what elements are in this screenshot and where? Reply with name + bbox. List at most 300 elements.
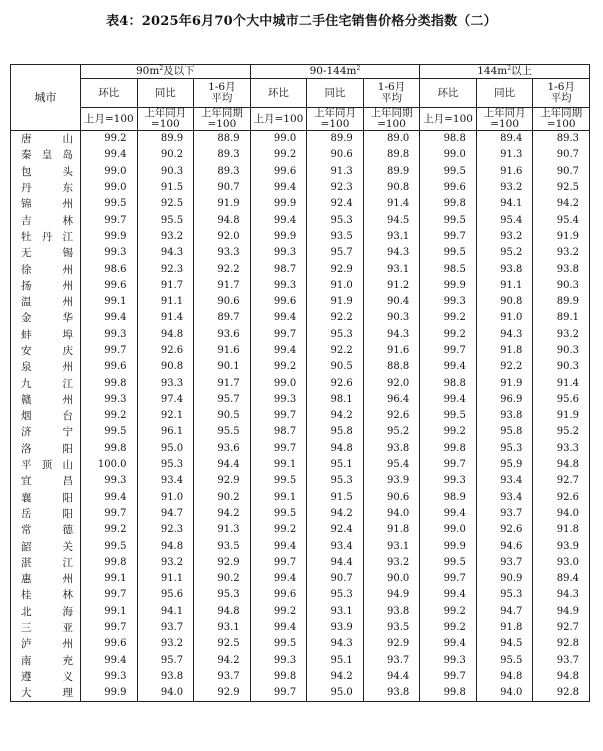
index-value: 99.2 (250, 604, 307, 620)
index-value: 99.4 (420, 359, 477, 375)
table-row (11, 245, 590, 261)
index-value: 99.5 (420, 164, 477, 180)
index-value: 93.7 (137, 620, 194, 636)
table-row (11, 164, 590, 180)
index-value: 92.0 (363, 375, 420, 391)
index-value: 94.4 (307, 555, 364, 571)
index-value: 95.7 (137, 653, 194, 669)
index-value: 99.4 (420, 506, 477, 522)
index-value: 99.9 (420, 278, 477, 294)
index-value: 90.3 (533, 343, 590, 359)
index-value: 92.0 (194, 229, 251, 245)
index-value: 99.2 (81, 522, 138, 538)
index-value: 89.4 (476, 131, 533, 148)
index-value: 90.7 (194, 180, 251, 196)
index-value: 91.6 (363, 343, 420, 359)
index-value: 93.3 (194, 245, 251, 261)
index-value: 95.0 (307, 685, 364, 702)
index-value: 91.4 (363, 196, 420, 212)
index-value: 91.0 (476, 310, 533, 326)
index-value: 93.5 (307, 229, 364, 245)
index-value: 90.6 (363, 490, 420, 506)
index-value: 89.9 (363, 164, 420, 180)
index-value: 91.8 (533, 522, 590, 538)
index-value: 99.4 (250, 212, 307, 228)
index-value: 99.7 (250, 408, 307, 424)
index-value: 99.3 (81, 327, 138, 343)
index-value: 94.4 (363, 669, 420, 685)
index-value: 95.3 (307, 473, 364, 489)
index-value: 90.7 (533, 164, 590, 180)
index-value: 95.2 (533, 424, 590, 440)
index-value: 91.5 (137, 180, 194, 196)
index-value: 94.2 (194, 653, 251, 669)
index-value: 92.6 (363, 408, 420, 424)
index-value: 95.0 (137, 441, 194, 457)
index-value: 90.9 (476, 571, 533, 587)
index-value: 99.3 (250, 278, 307, 294)
table-row (11, 424, 590, 440)
table-row (11, 685, 590, 702)
table-body (11, 131, 590, 702)
index-value: 99.7 (420, 457, 477, 473)
index-value: 91.8 (363, 522, 420, 538)
index-value: 90.3 (533, 359, 590, 375)
index-value: 91.0 (307, 278, 364, 294)
index-value: 88.9 (194, 131, 251, 148)
table-row (11, 604, 590, 620)
index-value: 91.9 (533, 408, 590, 424)
index-value: 98.6 (81, 261, 138, 277)
index-value: 92.4 (307, 522, 364, 538)
index-value: 92.9 (363, 636, 420, 652)
index-value: 93.3 (533, 441, 590, 457)
table-row (11, 669, 590, 685)
index-value: 91.7 (194, 278, 251, 294)
index-value: 91.4 (533, 375, 590, 391)
table-row (11, 538, 590, 554)
table-row (11, 147, 590, 163)
index-value: 99.4 (420, 636, 477, 652)
index-value: 94.2 (194, 506, 251, 522)
city-name: 北海 (11, 604, 81, 620)
city-name: 惠州 (11, 571, 81, 587)
city-name: 岳阳 (11, 506, 81, 522)
index-value: 99.1 (81, 294, 138, 310)
index-value: 99.3 (81, 245, 138, 261)
index-value: 99.2 (81, 131, 138, 148)
index-value: 90.0 (363, 571, 420, 587)
index-value: 91.6 (194, 343, 251, 359)
index-value: 95.1 (307, 653, 364, 669)
yoy-base-header: 上年同月 =100 (137, 108, 194, 131)
index-value: 93.5 (194, 538, 251, 554)
index-value: 99.2 (420, 327, 477, 343)
mom-base-header: 上月=100 (420, 108, 477, 131)
index-value: 95.2 (363, 424, 420, 440)
index-value: 93.6 (194, 441, 251, 457)
index-value: 97.4 (137, 392, 194, 408)
index-value: 99.8 (81, 555, 138, 571)
city-name: 韶关 (11, 538, 81, 554)
index-value: 91.7 (137, 278, 194, 294)
index-value: 95.2 (476, 245, 533, 261)
table-row (11, 653, 590, 669)
index-value: 99.7 (420, 571, 477, 587)
index-value: 99.7 (250, 685, 307, 702)
index-value: 91.9 (533, 229, 590, 245)
index-value: 93.9 (307, 620, 364, 636)
index-value: 89.0 (363, 131, 420, 148)
yoy-header: 同比 (137, 79, 194, 108)
index-value: 93.7 (194, 669, 251, 685)
index-value: 94.3 (363, 245, 420, 261)
city-name: 三亚 (11, 620, 81, 636)
group-header-small: $90m^2$及以下 (81, 65, 251, 79)
index-value: 93.5 (363, 620, 420, 636)
index-value: 95.4 (476, 212, 533, 228)
index-value: 99.7 (250, 441, 307, 457)
index-value: 93.7 (476, 506, 533, 522)
index-value: 99.8 (420, 685, 477, 702)
index-value: 99.9 (420, 538, 477, 554)
index-value: 92.3 (137, 261, 194, 277)
index-value: 94.8 (137, 327, 194, 343)
index-value: 89.3 (194, 147, 251, 163)
index-value: 93.6 (194, 327, 251, 343)
index-value: 99.2 (420, 310, 477, 326)
index-value: 99.5 (420, 212, 477, 228)
index-value: 89.9 (307, 131, 364, 148)
price-index-table (10, 64, 590, 702)
index-value: 99.3 (81, 392, 138, 408)
index-value: 99.8 (420, 196, 477, 212)
index-value: 99.0 (81, 164, 138, 180)
index-value: 99.4 (81, 310, 138, 326)
index-value: 92.9 (194, 685, 251, 702)
table-row (11, 343, 590, 359)
index-value: 93.8 (363, 685, 420, 702)
city-name: 宜昌 (11, 473, 81, 489)
index-value: 93.1 (363, 538, 420, 554)
index-value: 92.1 (137, 408, 194, 424)
index-value: 98.8 (420, 131, 477, 148)
index-value: 99.0 (250, 131, 307, 148)
index-value: 99.9 (81, 685, 138, 702)
index-value: 98.5 (420, 261, 477, 277)
index-value: 99.0 (420, 522, 477, 538)
index-value: 93.8 (363, 441, 420, 457)
avg-header: 1-6月 平均 (194, 79, 251, 108)
index-value: 94.0 (476, 685, 533, 702)
index-value: 99.9 (250, 196, 307, 212)
index-value: 99.6 (420, 180, 477, 196)
index-value: 99.7 (81, 587, 138, 603)
index-value: 93.4 (476, 490, 533, 506)
index-value: 94.5 (476, 636, 533, 652)
index-value: 91.1 (137, 571, 194, 587)
index-value: 99.9 (81, 229, 138, 245)
table-row (11, 441, 590, 457)
index-value: 99.5 (250, 473, 307, 489)
index-value: 89.1 (533, 310, 590, 326)
index-value: 94.3 (533, 587, 590, 603)
mom-base-header: 上月=100 (250, 108, 307, 131)
city-name: 泉州 (11, 359, 81, 375)
yoy-base-header: 上年同月 =100 (476, 108, 533, 131)
city-name: 唐山 (11, 131, 81, 148)
table-row (11, 261, 590, 277)
city-name: 平顶山 (11, 457, 81, 473)
index-value: 94.8 (194, 604, 251, 620)
table-row (11, 555, 590, 571)
index-value: 90.6 (307, 147, 364, 163)
index-value: 94.8 (533, 457, 590, 473)
index-value: 94.8 (476, 669, 533, 685)
index-value: 90.2 (194, 490, 251, 506)
index-value: 91.0 (137, 490, 194, 506)
index-value: 99.9 (250, 229, 307, 245)
index-value: 99.5 (81, 424, 138, 440)
city-name: 金华 (11, 310, 81, 326)
index-value: 92.5 (194, 636, 251, 652)
index-value: 93.9 (533, 538, 590, 554)
index-value: 94.4 (194, 457, 251, 473)
index-value: 99.5 (81, 196, 138, 212)
index-value: 95.3 (476, 587, 533, 603)
index-value: 99.7 (81, 506, 138, 522)
mom-base-header: 上月=100 (81, 108, 138, 131)
table-row (11, 359, 590, 375)
group-header-large: $144m^2$以上 (420, 65, 590, 79)
index-value: 91.3 (194, 522, 251, 538)
index-value: 93.7 (363, 653, 420, 669)
avg-header: 1-6月 平均 (533, 79, 590, 108)
index-value: 95.8 (476, 424, 533, 440)
index-value: 94.3 (307, 636, 364, 652)
index-value: 89.8 (363, 147, 420, 163)
index-value: 99.4 (81, 490, 138, 506)
index-value: 90.6 (194, 294, 251, 310)
index-value: 92.8 (533, 636, 590, 652)
index-value: 89.3 (194, 164, 251, 180)
index-value: 91.6 (476, 164, 533, 180)
index-value: 99.2 (420, 620, 477, 636)
index-value: 99.5 (250, 506, 307, 522)
index-value: 93.7 (533, 653, 590, 669)
index-value: 94.2 (307, 408, 364, 424)
index-value: 89.9 (533, 294, 590, 310)
index-value: 92.9 (307, 261, 364, 277)
index-value: 94.2 (307, 506, 364, 522)
index-value: 90.3 (363, 310, 420, 326)
city-name: 徐州 (11, 261, 81, 277)
index-value: 91.8 (476, 620, 533, 636)
city-name: 蚌埠 (11, 327, 81, 343)
index-value: 99.1 (250, 457, 307, 473)
index-value: 93.8 (363, 604, 420, 620)
index-value: 99.7 (81, 343, 138, 359)
index-value: 99.6 (81, 359, 138, 375)
index-value: 95.8 (307, 424, 364, 440)
index-value: 99.1 (81, 571, 138, 587)
index-value: 99.7 (420, 669, 477, 685)
index-value: 93.4 (137, 473, 194, 489)
index-value: 99.4 (250, 343, 307, 359)
index-value: 94.9 (363, 587, 420, 603)
mom-header: 环比 (81, 79, 138, 108)
index-value: 89.3 (533, 131, 590, 148)
index-value: 94.7 (476, 604, 533, 620)
index-value: 93.0 (533, 555, 590, 571)
index-value: 91.1 (137, 294, 194, 310)
table-row (11, 375, 590, 391)
index-value: 94.8 (533, 669, 590, 685)
index-value: 90.8 (476, 294, 533, 310)
city-name: 丹东 (11, 180, 81, 196)
index-value: 96.1 (137, 424, 194, 440)
index-value: 99.8 (81, 441, 138, 457)
index-value: 99.3 (81, 473, 138, 489)
city-name: 常德 (11, 522, 81, 538)
index-value: 94.2 (533, 196, 590, 212)
index-value: 95.5 (137, 212, 194, 228)
table-row (11, 506, 590, 522)
city-name: 大理 (11, 685, 81, 702)
table-row (11, 310, 590, 326)
index-value: 93.8 (137, 669, 194, 685)
index-value: 99.2 (250, 359, 307, 375)
index-value: 99.6 (81, 278, 138, 294)
city-name: 南充 (11, 653, 81, 669)
index-value: 95.7 (307, 245, 364, 261)
index-value: 99.4 (250, 620, 307, 636)
table-row (11, 278, 590, 294)
table-row (11, 522, 590, 538)
city-name: 包头 (11, 164, 81, 180)
index-value: 99.4 (420, 587, 477, 603)
index-value: 99.3 (250, 392, 307, 408)
index-value: 91.5 (307, 490, 364, 506)
index-value: 99.6 (250, 164, 307, 180)
index-value: 89.7 (194, 310, 251, 326)
table-row (11, 620, 590, 636)
index-value: 95.6 (533, 392, 590, 408)
index-value: 91.9 (194, 196, 251, 212)
yoy-base-header: 上年同月 =100 (307, 108, 364, 131)
index-value: 99.7 (250, 327, 307, 343)
index-value: 94.0 (137, 685, 194, 702)
index-value: 93.1 (363, 229, 420, 245)
index-value: 91.4 (137, 310, 194, 326)
index-value: 95.3 (307, 212, 364, 228)
table-row (11, 392, 590, 408)
index-value: 99.3 (81, 669, 138, 685)
index-value: 91.3 (307, 164, 364, 180)
index-value: 92.6 (137, 343, 194, 359)
table-row (11, 636, 590, 652)
index-value: 93.2 (363, 555, 420, 571)
table-row (11, 473, 590, 489)
index-value: 94.9 (533, 604, 590, 620)
index-value: 95.3 (307, 327, 364, 343)
city-name: 烟台 (11, 408, 81, 424)
index-value: 93.4 (307, 538, 364, 554)
index-value: 90.3 (533, 278, 590, 294)
index-value: 100.0 (81, 457, 138, 473)
table-row (11, 490, 590, 506)
index-value: 95.3 (137, 457, 194, 473)
index-value: 93.2 (476, 180, 533, 196)
index-value: 93.1 (194, 620, 251, 636)
index-value: 92.6 (307, 375, 364, 391)
city-name: 九江 (11, 375, 81, 391)
index-value: 95.1 (307, 457, 364, 473)
index-value: 94.1 (137, 604, 194, 620)
index-value: 99.6 (81, 636, 138, 652)
index-value: 90.7 (533, 147, 590, 163)
index-value: 99.4 (250, 310, 307, 326)
index-value: 93.2 (137, 555, 194, 571)
index-value: 91.9 (476, 375, 533, 391)
index-value: 93.2 (137, 229, 194, 245)
index-value: 92.9 (194, 555, 251, 571)
city-name: 温州 (11, 294, 81, 310)
avg-header: 1-6月 平均 (363, 79, 420, 108)
index-value: 90.4 (363, 294, 420, 310)
index-value: 94.1 (476, 196, 533, 212)
index-value: 99.3 (420, 653, 477, 669)
index-value: 99.2 (81, 408, 138, 424)
index-value: 92.2 (476, 359, 533, 375)
index-value: 94.3 (363, 327, 420, 343)
index-value: 93.3 (137, 375, 194, 391)
mom-header: 环比 (420, 79, 477, 108)
index-value: 92.3 (307, 180, 364, 196)
index-value: 99.7 (420, 343, 477, 359)
index-value: 99.4 (81, 653, 138, 669)
index-value: 90.7 (307, 571, 364, 587)
index-value: 99.1 (250, 490, 307, 506)
index-value: 92.2 (194, 261, 251, 277)
index-value: 92.6 (533, 490, 590, 506)
table-row (11, 587, 590, 603)
index-value: 99.3 (250, 653, 307, 669)
index-value: 99.4 (250, 180, 307, 196)
index-value: 88.8 (363, 359, 420, 375)
group-header-medium: $90-144m^2$ (250, 65, 420, 79)
index-value: 92.7 (533, 473, 590, 489)
index-value: 94.0 (533, 506, 590, 522)
index-value: 94.6 (476, 538, 533, 554)
index-value: 95.4 (363, 457, 420, 473)
index-value: 90.8 (363, 180, 420, 196)
table-row (11, 571, 590, 587)
index-value: 92.2 (307, 310, 364, 326)
index-value: 89.4 (533, 571, 590, 587)
index-value: 93.2 (533, 245, 590, 261)
index-value: 96.9 (476, 392, 533, 408)
city-name: 扬州 (11, 278, 81, 294)
index-value: 91.8 (476, 343, 533, 359)
city-name: 赣州 (11, 392, 81, 408)
index-value: 95.7 (194, 392, 251, 408)
city-name: 吉林 (11, 212, 81, 228)
table-row (11, 229, 590, 245)
index-value: 94.2 (307, 669, 364, 685)
index-value: 94.3 (476, 327, 533, 343)
index-value: 91.7 (194, 375, 251, 391)
